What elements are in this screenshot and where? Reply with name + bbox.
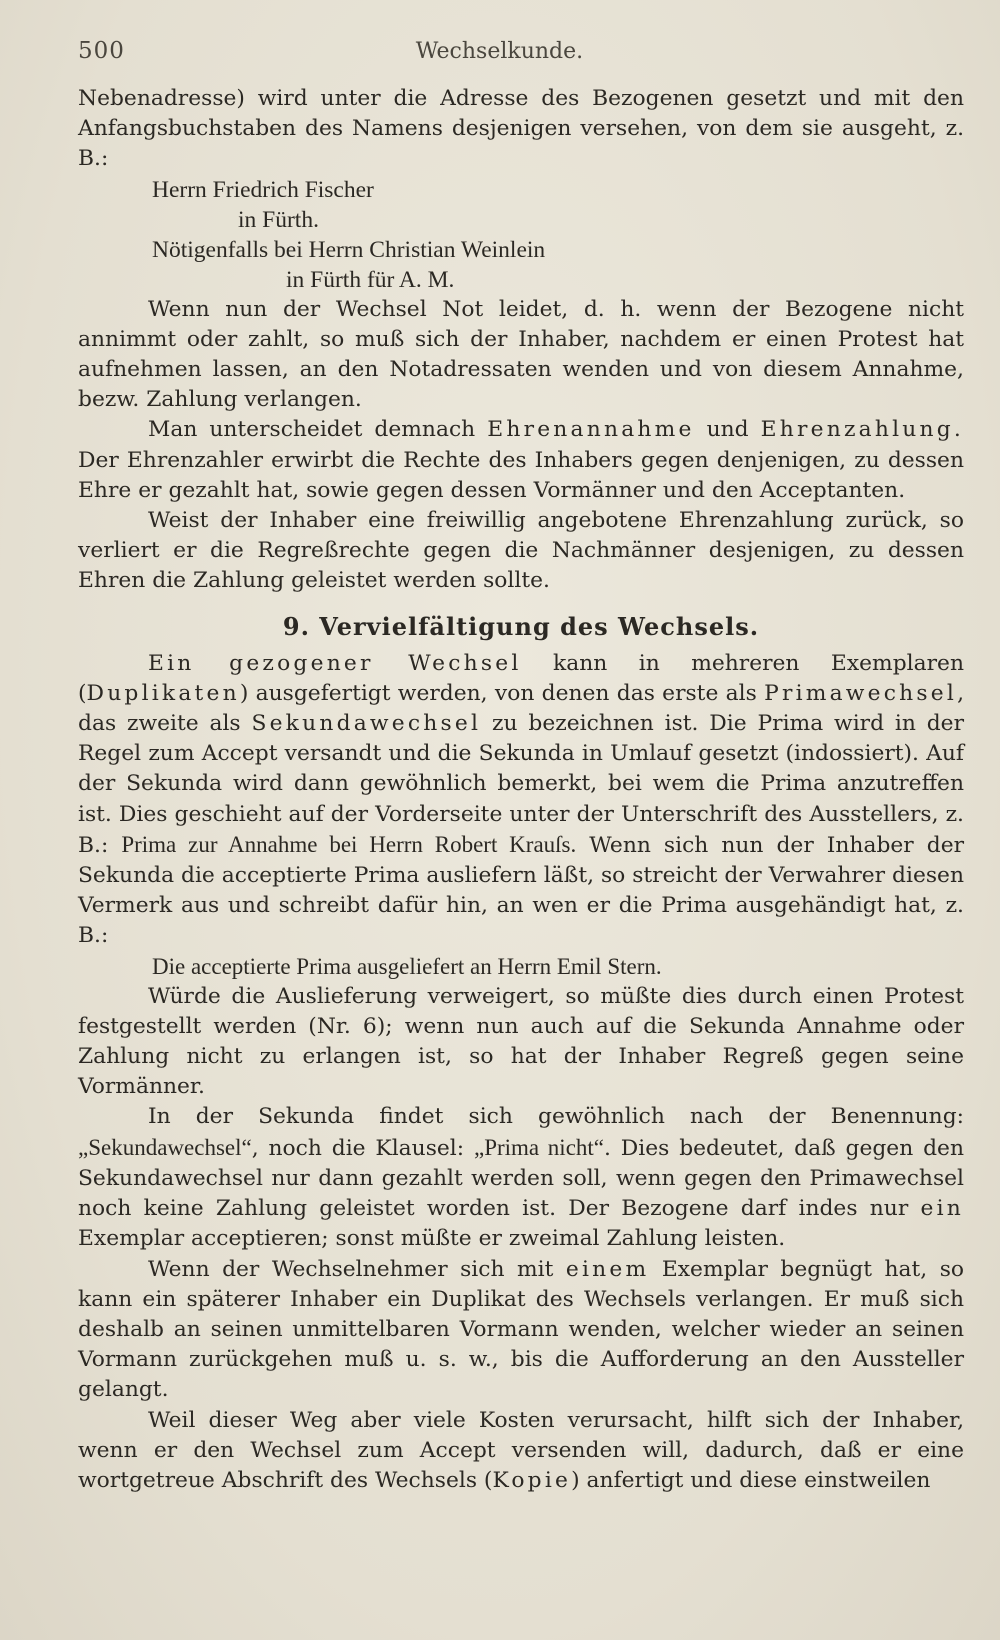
term-ehrenannahme: Ehrenannahme <box>487 417 695 443</box>
p5-latin-example: Prima zur Annahme bei Herrn Robert Krauſs. <box>121 831 577 857</box>
running-title: Wechselkunde. <box>415 39 584 64</box>
p7-latin-prima-nicht: „Prima nicht“ <box>473 1134 605 1160</box>
term-duplikaten: Duplikaten <box>86 680 240 706</box>
term-ehrenzahlung: Ehrenzahlung. <box>760 417 964 443</box>
address-line-3: Nötigenfalls bei Herrn Christian Weinlein <box>152 236 546 263</box>
p5-text-h: zu bezeichnen ist. Die Prima wird in der Regel zum Accept versandt und die Sekunda in Umlauf gesetzt (indossiert). Auf der Sekunda wird dann gewöhnlich bemerkt, bei wem die Prima anzutreffen ist. Dies geschieht auf der Vorderseite unter der Unterschrift des Ausstellers, z. B.: <box>78 711 964 858</box>
address-line-2: in Fürth. <box>238 206 319 233</box>
p5-text-j: Wenn sich nun der Inhaber der Sekunda die acceptierte Prima ausliefern läßt, so streicht der Verwahrer diesen Vermerk aus und schreibt dafür hin, an wen er die Prima ausgehändigt hat, z. B.: <box>78 832 965 949</box>
p5-text-d: ) ausgefertigt werden, von denen das erste als <box>239 680 765 706</box>
page-body <box>78 84 964 1496</box>
paragraph-8 <box>78 1255 964 1406</box>
paragraph-9 <box>78 1406 964 1497</box>
p8-text-c: Exemplar begnügt hat, so kann ein späterer Inhaber ein Duplikat des Wechsels verlangen. Er muß sich deshalb an seinen unmittelbaren Vormann wenden, welcher wieder an seinen Vormann zurückgehen muß u. s. w., bis die Aufforderung an den Aussteller gelangt. <box>78 1256 965 1403</box>
quote-line: Die acceptierte Prima ausgeliefert an Herrn Emil Stern. <box>152 953 662 979</box>
p7-text-e: . Dies bedeutet, daß gegen den Sekundawechsel nur dann gezahlt werden soll, wenn gegen den Primawechsel noch keine Zahlung geleistet worden ist. Der Bezogene darf indes nur <box>78 1135 964 1222</box>
paragraph-1: Nebenadresse) wird unter die Adresse des Bezogenen gesetzt und mit den Anfangsbuchstaben des Namens desjenigen versehen, von dem sie ausgeht, z. B.: <box>78 86 964 172</box>
term-kopie: Kopie <box>492 1467 572 1493</box>
p7-text-a: In der Sekunda findet sich gewöhnlich nach der Benennung: <box>148 1104 964 1130</box>
term-einem: einem <box>565 1256 650 1282</box>
section-heading: 9. Vervielfältigung des Wechsels. <box>282 611 760 641</box>
term-sekundawechsel: Sekundawechsel <box>251 711 482 737</box>
p5-text-b: kann in mehreren Exemplaren ( <box>78 650 964 706</box>
paragraph-6: Würde die Auslieferung verweigert, so müßte dies durch einen Protest festgestellt werden (Nr. 6); wenn nun auch auf die Sekunda Annahme oder Zahlung nicht zu erlangen ist, so hat der Inhaber Regreß gegen seine Vormänner. <box>78 983 964 1100</box>
p3-text-a: Man unterscheidet demnach <box>148 417 488 443</box>
term-ein: ein <box>920 1196 964 1222</box>
address-line-1: Herrn Friedrich Fischer <box>152 176 374 203</box>
paragraph-4: Weist der Inhaber eine freiwillig angebotene Ehrenzahlung zurück, so verliert er die Regreßrechte gegen die Nachmänner desjenigen, zu dessen Ehren die Zahlung geleistet werden sollte. <box>78 508 964 594</box>
paragraph-5 <box>78 649 964 952</box>
address-line-4: in Fürth für A. M. <box>286 266 455 293</box>
p3-text-e: Der Ehrenzahler erwirbt die Rechte des Inhabers gegen denjenigen, zu dessen Ehre er gezahlt hat, sowie gegen dessen Vormänner und den Acceptanten. <box>78 447 964 503</box>
p7-text-c: , noch die Klausel: <box>251 1135 474 1161</box>
p9-text-a: Weil dieser Weg aber viele Kosten verursacht, hilft sich der Inhaber, wenn er den Wechsel zum Accept versenden will, dadurch, daß er eine wortgetreue Abschrift des Wechsels ( <box>78 1407 964 1493</box>
page-number: 500 <box>78 38 125 64</box>
paragraph-3 <box>78 415 964 506</box>
p5-text-f: , das zweite als <box>78 680 964 737</box>
p7-text-g: Exemplar acceptieren; sonst müßte er zweimal Zahlung leisten. <box>78 1226 786 1252</box>
p3-text-c: und <box>694 417 761 443</box>
p8-text-a: Wenn der Wechselnehmer sich mit <box>148 1256 566 1282</box>
page-header <box>78 38 964 84</box>
p9-text-c: ) anfertigt und diese einstweilen <box>571 1467 931 1493</box>
term-gezogener-wechsel: Ein gezogener Wechsel <box>148 650 522 676</box>
paragraph-7 <box>78 1102 964 1254</box>
paragraph-2: Wenn nun der Wechsel Not leidet, d. h. wenn der Bezogene nicht annimmt oder zahlt, so muß sich der Inhaber, nachdem er einen Protest hat aufnehmen lassen, an den Notadressaten wenden und von diesem Annahme, bezw. Zahlung verlangen. <box>78 296 964 413</box>
term-primawechsel: Primawechsel <box>764 680 958 706</box>
p7-latin-sekundawechsel: „Sekundawechsel“ <box>78 1134 252 1160</box>
